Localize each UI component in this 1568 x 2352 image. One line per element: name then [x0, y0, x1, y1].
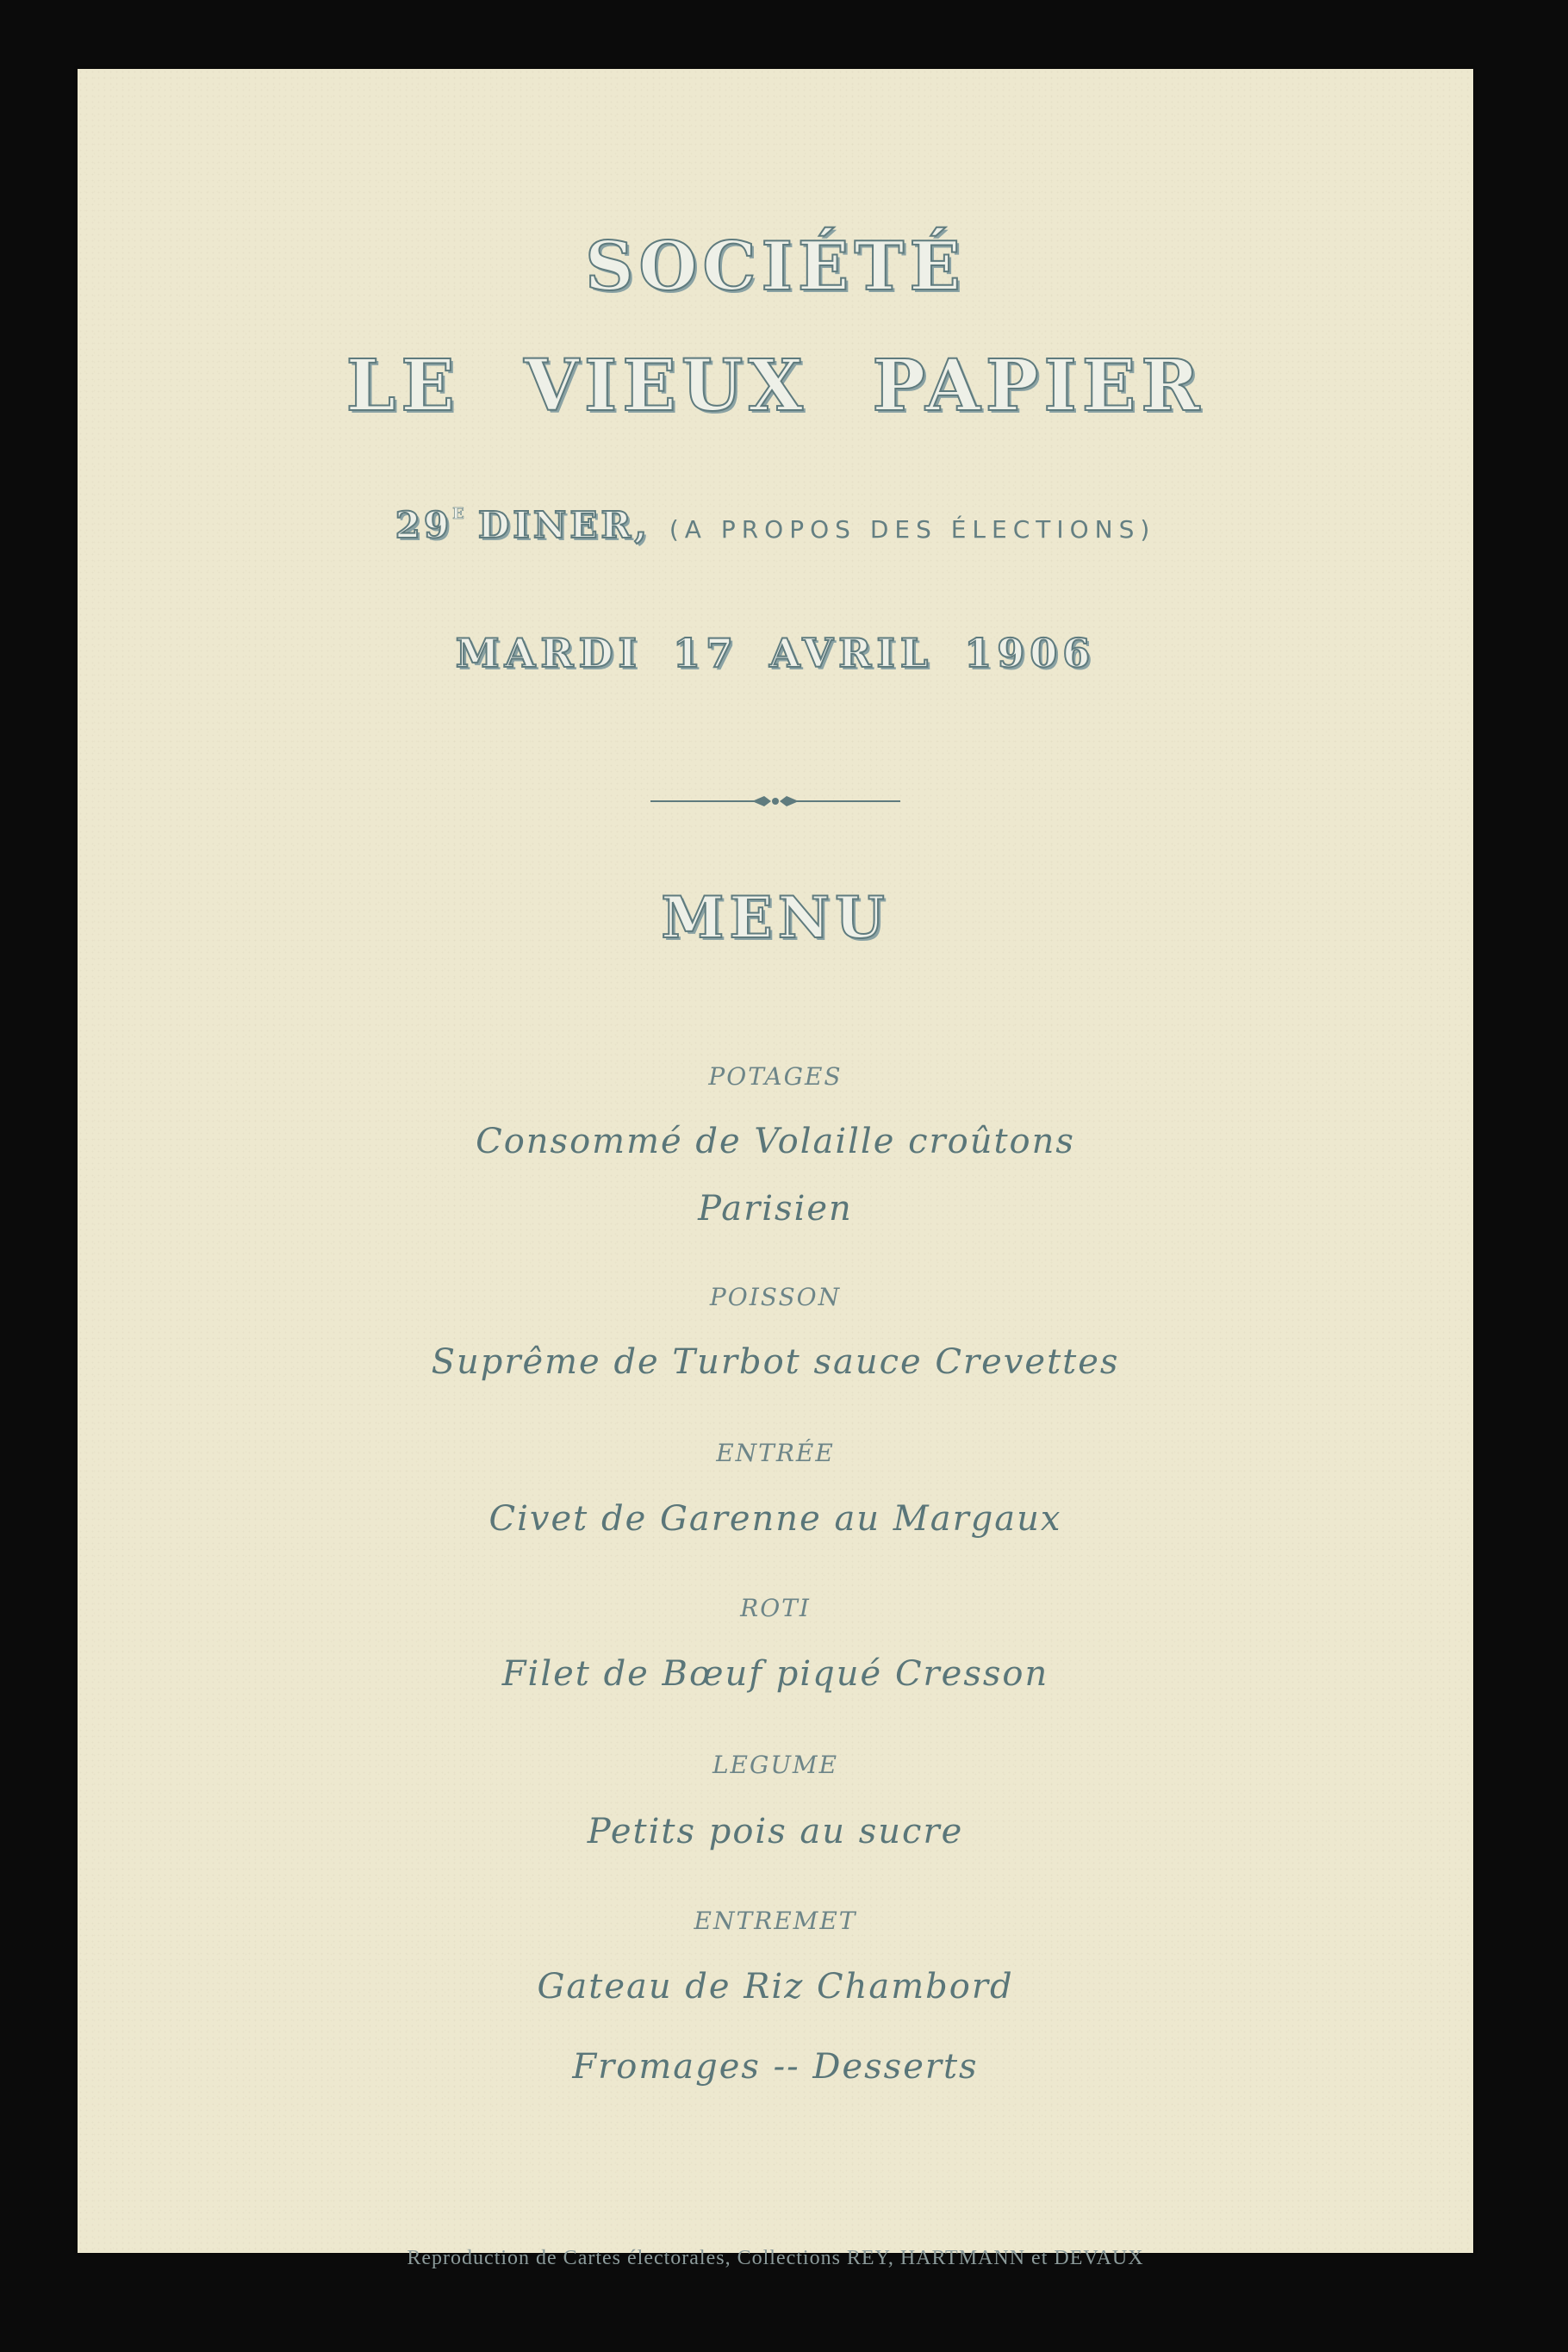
menu-card — [78, 69, 1473, 2269]
society-name: LE VIEUX PAPIER — [345, 345, 1205, 427]
dish-parisien: Parisien — [698, 1189, 853, 1229]
menu-title: MENU — [661, 884, 890, 951]
dish-civet-garenne: Civet de Garenne au Margaux — [488, 1499, 1062, 1539]
dish-gateau-riz: Gateau de Riz Chambord — [537, 1967, 1014, 2007]
course-potages: POTAGES — [708, 1062, 843, 1091]
dinner-number — [395, 504, 650, 546]
menu-content — [78, 69, 1473, 2269]
dish-petits-pois: Petits pois au sucre — [587, 1812, 964, 1851]
dinner-date: MARDI 17 AVRIL 1906 — [455, 630, 1096, 676]
course-roti: ROTI — [740, 1594, 811, 1622]
course-legume: LEGUME — [712, 1751, 839, 1779]
course-entree: ENTRÉE — [716, 1439, 835, 1467]
dish-consomme: Consommé de Volaille croûtons — [476, 1122, 1075, 1161]
dinner-line — [78, 504, 1473, 564]
course-entremet: ENTREMET — [694, 1907, 857, 1935]
dinner-number-value: 29 — [395, 504, 453, 546]
divider-ornament-icon — [650, 793, 900, 810]
dish-fromages-desserts: Fromages -- Desserts — [572, 2047, 979, 2087]
dinner-number-suffix: E — [452, 505, 468, 523]
society-title: SOCIÉTÉ — [585, 227, 966, 306]
course-poisson: POISSON — [709, 1283, 842, 1311]
dinner-word: DINER, — [477, 504, 650, 546]
dish-supreme-turbot: Suprême de Turbot sauce Crevettes — [431, 1342, 1120, 1382]
dish-filet-boeuf: Filet de Bœuf piqué Cresson — [501, 1654, 1049, 1694]
dinner-subtitle: (A PROPOS DES ÉLECTIONS) — [669, 515, 1156, 544]
footer-credit: Reproduction de Cartes électorales, Collections REY, HARTMANN et DEVAUX — [407, 2247, 1144, 2269]
